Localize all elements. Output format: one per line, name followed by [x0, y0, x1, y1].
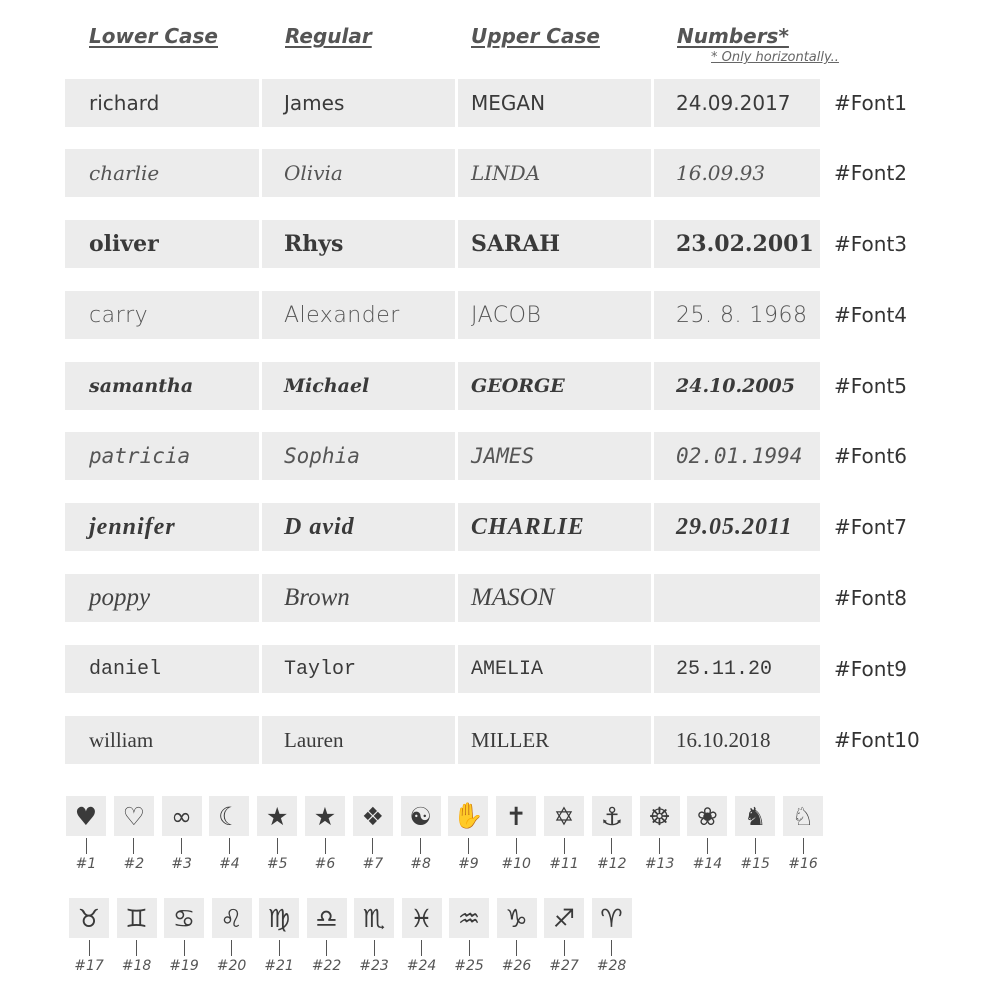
upper-case-cell: JACOB	[458, 291, 651, 339]
font-row	[0, 574, 1000, 622]
font-row	[0, 79, 1000, 127]
lower-case-cell: daniel	[65, 645, 259, 693]
lower-case-cell: poppy	[65, 574, 259, 622]
font-label: #Font3	[834, 232, 908, 256]
symbol-option[interactable]	[735, 796, 775, 872]
symbol-connector	[372, 838, 373, 854]
numbers-cell: 16.09.93	[654, 149, 820, 197]
upper-case-cell: SARAH	[458, 220, 651, 268]
symbol-option[interactable]	[640, 796, 680, 872]
symbol-connector	[231, 940, 232, 956]
libra-icon: ♎	[307, 898, 347, 938]
symbol-number: #13	[644, 856, 675, 872]
symbol-number: #24	[406, 958, 437, 974]
symbol-option[interactable]	[257, 796, 297, 872]
upper-case-cell: JAMES	[458, 432, 651, 480]
symbol-option[interactable]	[592, 898, 632, 974]
pisces-icon: ♓	[402, 898, 442, 938]
symbol-number: #28	[596, 958, 627, 974]
symbol-connector	[89, 940, 90, 956]
regular-cell: James	[262, 79, 455, 127]
star-icon: ★	[257, 796, 297, 836]
symbol-option[interactable]	[687, 796, 727, 872]
star-of-david-icon: ✡	[544, 796, 584, 836]
symbol-connector	[755, 838, 756, 854]
numbers-cell: 29.05.2011	[654, 503, 820, 551]
header-upper-case: Upper Case	[471, 24, 600, 48]
capricorn-icon: ♑	[497, 898, 537, 938]
upper-case-cell: MASON	[458, 574, 651, 622]
numbers-cell	[654, 574, 820, 622]
lower-case-cell: patricia	[65, 432, 259, 480]
font-row	[0, 645, 1000, 693]
symbol-number: #9	[458, 856, 479, 872]
symbol-number: #5	[266, 856, 288, 872]
symbol-connector	[277, 838, 278, 854]
symbol-option[interactable]	[305, 796, 345, 872]
aquarius-icon: ♒	[449, 898, 489, 938]
symbol-connector	[611, 940, 612, 956]
symbol-number: #19	[169, 958, 199, 974]
heart-outline-icon: ♡	[114, 796, 154, 836]
symbol-number: #20	[216, 958, 247, 974]
symbol-number: #17	[74, 958, 104, 974]
upper-case-cell: MEGAN	[458, 79, 651, 127]
upper-case-cell: MILLER	[458, 716, 651, 764]
symbol-connector	[516, 838, 517, 854]
symbol-number: #18	[121, 958, 152, 974]
symbol-number: #6	[314, 856, 336, 872]
font-row	[0, 432, 1000, 480]
symbol-option[interactable]	[117, 898, 157, 974]
symbol-connector	[564, 940, 565, 956]
symbol-connector	[516, 940, 517, 956]
regular-cell: Lauren	[262, 716, 455, 764]
aries-icon: ♈	[592, 898, 632, 938]
symbol-number: #2	[123, 856, 145, 872]
upper-case-cell: AMELIA	[458, 645, 651, 693]
numbers-cell: 24.09.2017	[654, 79, 820, 127]
leo-icon: ♌	[212, 898, 252, 938]
font-label: #Font8	[834, 586, 908, 610]
symbol-option[interactable]	[353, 796, 393, 872]
symbol-option[interactable]	[259, 898, 299, 974]
symbol-number: #4	[219, 856, 240, 872]
lower-case-cell: oliver	[65, 220, 259, 268]
anchor-icon: ⚓	[592, 796, 632, 836]
font-label: #Font9	[834, 657, 908, 681]
symbol-option[interactable]	[401, 796, 441, 872]
infinity-icon: ∞	[162, 796, 202, 836]
symbol-connector	[803, 838, 804, 854]
symbol-option[interactable]	[164, 898, 204, 974]
symbol-option[interactable]	[114, 796, 154, 872]
symbol-connector	[468, 838, 469, 854]
font-label: #Font6	[834, 444, 908, 468]
regular-cell: Alexander	[262, 291, 455, 339]
font-label: #Font5	[834, 374, 908, 398]
regular-cell: Sophia	[262, 432, 455, 480]
symbol-connector	[326, 940, 327, 956]
regular-cell: Michael	[262, 362, 455, 410]
symbol-number: #3	[171, 856, 192, 872]
lower-case-cell: william	[65, 716, 259, 764]
numbers-cell: 25.11.20	[654, 645, 820, 693]
symbol-number: #10	[501, 856, 531, 872]
symbol-number: #25	[454, 958, 484, 974]
upper-case-cell: LINDA	[458, 149, 651, 197]
symbol-connector	[707, 838, 708, 854]
symbol-option[interactable]	[66, 796, 106, 872]
hamsa-icon: ✋	[448, 796, 488, 836]
regular-cell: Brown	[262, 574, 455, 622]
lower-case-cell: charlie	[65, 149, 259, 197]
symbol-number: #14	[692, 856, 723, 872]
symbol-number: #12	[597, 856, 627, 872]
symbol-number: #1	[75, 856, 97, 872]
symbol-connector	[421, 940, 422, 956]
symbol-connector	[374, 940, 375, 956]
symbol-connector	[659, 838, 660, 854]
font-row	[0, 503, 1000, 551]
symbol-connector	[420, 838, 421, 854]
upper-case-cell: CHARLIE	[458, 503, 651, 551]
font-label: #Font10	[834, 728, 920, 752]
symbol-connector	[133, 838, 134, 854]
font-row	[0, 220, 1000, 268]
header-lower-case: Lower Case	[89, 24, 218, 48]
symbol-option[interactable]	[783, 796, 823, 872]
symbol-option[interactable]	[212, 898, 252, 974]
regular-cell: D avid	[262, 503, 455, 551]
lotus-icon: ❀	[687, 796, 727, 836]
heart-icon: ♥	[66, 796, 106, 836]
symbol-connector	[184, 940, 185, 956]
ship-wheel-icon: ☸	[640, 796, 680, 836]
symbol-number: #8	[410, 856, 431, 872]
yin-yang-icon: ☯	[401, 796, 441, 836]
cross-icon: ✝	[496, 796, 536, 836]
numbers-cell: 02.01.1994	[654, 432, 820, 480]
paw-icon: ❖	[353, 796, 393, 836]
font-label: #Font1	[834, 91, 908, 115]
symbol-connector	[469, 940, 470, 956]
symbol-connector	[86, 838, 87, 854]
font-row	[0, 149, 1000, 197]
symbol-number: #23	[359, 958, 389, 974]
symbol-number: #15	[740, 856, 770, 872]
symbol-option[interactable]	[497, 898, 537, 974]
symbol-option[interactable]	[162, 796, 202, 872]
symbol-number: #27	[549, 958, 579, 974]
symbol-option[interactable]	[544, 796, 584, 872]
symbol-connector	[325, 838, 326, 854]
symbol-option[interactable]	[209, 796, 249, 872]
font-row	[0, 362, 1000, 410]
symbol-option[interactable]	[449, 898, 489, 974]
symbol-connector	[136, 940, 137, 956]
numbers-cell: 24.10.2005	[654, 362, 820, 410]
symbol-number: #26	[501, 958, 532, 974]
sagittarius-icon: ♐	[544, 898, 584, 938]
virgo-icon: ♍	[259, 898, 299, 938]
moon-icon: ☾	[209, 796, 249, 836]
star-icon: ★	[305, 796, 345, 836]
symbol-option[interactable]	[402, 898, 442, 974]
scorpio-icon: ♏	[354, 898, 394, 938]
symbol-connector	[611, 838, 612, 854]
regular-cell: Olivia	[262, 149, 455, 197]
font-label: #Font2	[834, 161, 908, 185]
symbol-option[interactable]	[307, 898, 347, 974]
symbol-option[interactable]	[544, 898, 584, 974]
symbol-connector	[564, 838, 565, 854]
regular-cell: Rhys	[262, 220, 455, 268]
header-numbers-note: * Only horizontally..	[711, 50, 839, 65]
numbers-cell: 25. 8. 1968	[654, 291, 820, 339]
font-label: #Font4	[834, 303, 908, 327]
regular-cell: Taylor	[262, 645, 455, 693]
lower-case-cell: samantha	[65, 362, 259, 410]
font-row	[0, 716, 1000, 764]
font-row	[0, 291, 1000, 339]
symbol-option[interactable]	[354, 898, 394, 974]
lower-case-cell: carry	[65, 291, 259, 339]
symbol-number: #22	[311, 958, 342, 974]
symbol-option[interactable]	[496, 796, 536, 872]
symbol-connector	[181, 838, 182, 854]
header-numbers: Numbers*	[677, 24, 789, 48]
cat-icon: ♘	[783, 796, 823, 836]
dog-icon: ♞	[735, 796, 775, 836]
cancer-icon: ♋	[164, 898, 204, 938]
symbol-option[interactable]	[69, 898, 109, 974]
lower-case-cell: jennifer	[65, 503, 259, 551]
font-label: #Font7	[834, 515, 908, 539]
symbol-connector	[229, 838, 230, 854]
symbol-option[interactable]	[448, 796, 488, 872]
symbol-number: #11	[549, 856, 579, 872]
upper-case-cell: GEORGE	[458, 362, 651, 410]
numbers-cell: 23.02.2001	[654, 220, 820, 268]
gemini-icon: ♊	[117, 898, 157, 938]
header-regular: Regular	[285, 24, 372, 48]
numbers-cell: 16.10.2018	[654, 716, 820, 764]
taurus-icon: ♉	[69, 898, 109, 938]
symbol-number: #16	[788, 856, 818, 872]
symbol-connector	[279, 940, 280, 956]
symbol-number: #7	[362, 856, 384, 872]
symbol-option[interactable]	[592, 796, 632, 872]
lower-case-cell: richard	[65, 79, 259, 127]
symbol-number: #21	[264, 958, 294, 974]
